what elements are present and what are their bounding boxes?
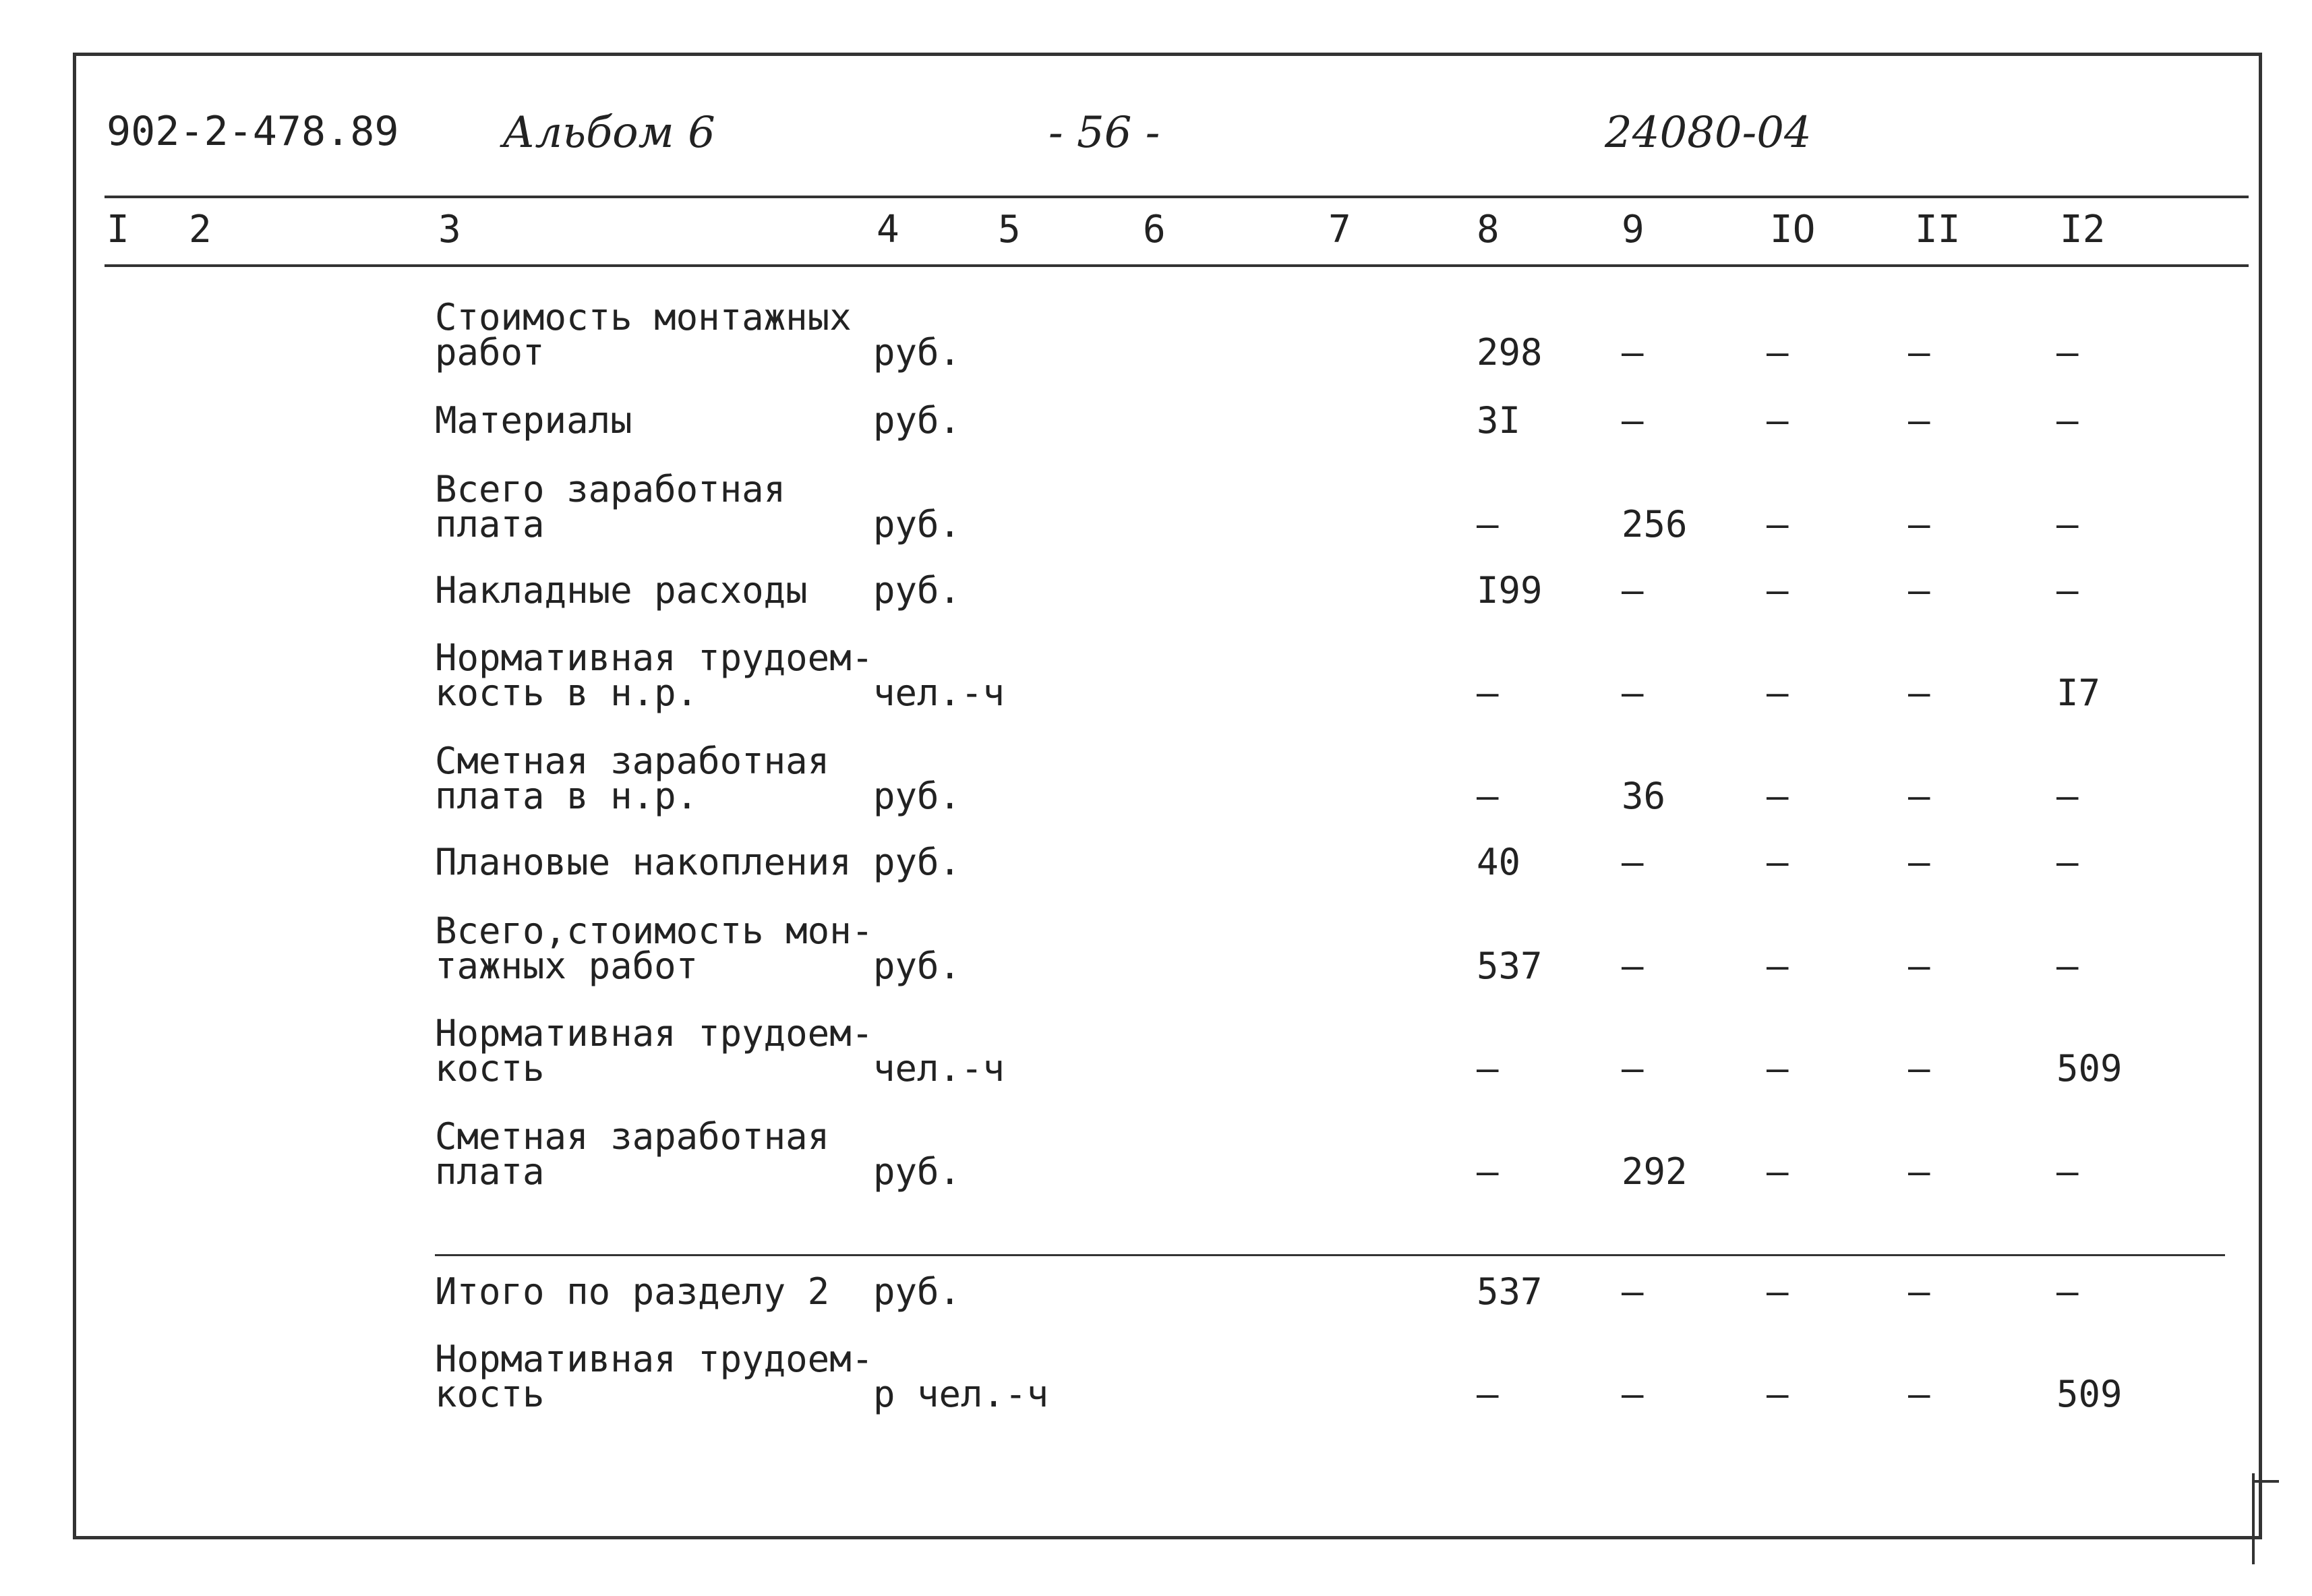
row-label: Стоимость монтажных работ	[435, 296, 852, 374]
row-value-c11: –	[1908, 841, 1930, 883]
row-unit: чел.-ч	[873, 672, 1005, 714]
row-label: Сметная заработная плата в н.р.	[435, 740, 830, 817]
column-number-12: I2	[2060, 208, 2106, 252]
row-unit: руб.	[873, 503, 961, 545]
row-value-c9: –	[1622, 569, 1644, 612]
row-value-c10: –	[1767, 841, 1789, 883]
album-label: Альбом 6	[502, 108, 715, 158]
row-value-c10: –	[1767, 569, 1789, 612]
row-value-c10: –	[1767, 1150, 1789, 1193]
row-value-c8: –	[1477, 672, 1499, 714]
row-value-c8: –	[1477, 1150, 1499, 1193]
row-value-c10: –	[1767, 1373, 1789, 1415]
header-rule-top	[105, 196, 2249, 198]
column-number-11: II	[1915, 208, 1961, 252]
row-value-c12: –	[2056, 945, 2079, 987]
row-value-c8: 537	[1477, 1270, 1543, 1313]
row-value-c9: –	[1622, 945, 1644, 987]
row-value-c10: –	[1767, 775, 1789, 817]
row-unit: руб.	[873, 775, 961, 817]
row-value-c8: –	[1477, 1373, 1499, 1415]
column-number-10: IO	[1770, 208, 1816, 252]
doc-code: 902-2-478.89	[107, 108, 399, 155]
row-value-c8: 3I	[1477, 399, 1521, 442]
row-value-c11: –	[1908, 672, 1930, 714]
frame-edge-mark	[2252, 1473, 2255, 1564]
row-unit: руб.	[873, 841, 961, 883]
row-unit: руб.	[873, 1270, 961, 1313]
row-value-c9: –	[1622, 1373, 1644, 1415]
row-label: Материалы	[435, 399, 632, 442]
column-number-9: 9	[1622, 208, 1644, 252]
row-value-c8: I99	[1477, 569, 1543, 612]
row-value-c10: –	[1767, 1047, 1789, 1090]
column-number-8: 8	[1477, 208, 1500, 252]
row-value-c11: –	[1908, 331, 1930, 374]
row-value-c9: –	[1622, 672, 1644, 714]
row-value-c11: –	[1908, 399, 1930, 442]
column-number-6: 6	[1143, 208, 1166, 252]
row-label: Всего заработная плата	[435, 468, 786, 545]
row-value-c10: –	[1767, 331, 1789, 374]
column-number-1: I	[107, 208, 129, 252]
row-unit: руб.	[873, 1150, 961, 1193]
column-number-2: 2	[189, 208, 212, 252]
row-value-c12: –	[2056, 503, 2079, 545]
row-value-c12: –	[2056, 1150, 2079, 1193]
column-number-5: 5	[998, 208, 1021, 252]
row-value-c12: –	[2056, 841, 2079, 883]
row-value-c9: 256	[1622, 503, 1688, 545]
row-label: Плановые накопления	[435, 841, 852, 883]
row-unit: руб.	[873, 331, 961, 374]
row-label: Нормативная трудоем- кость	[435, 1338, 874, 1415]
row-value-c8: 537	[1477, 945, 1543, 987]
row-unit: чел.-ч	[873, 1047, 1005, 1090]
sheet-code: 24080-04	[1605, 108, 1812, 158]
row-value-c10: –	[1767, 1270, 1789, 1313]
row-value-c12: 509	[2056, 1373, 2123, 1415]
row-value-c8: –	[1477, 1047, 1499, 1090]
row-unit: руб.	[873, 945, 961, 987]
column-number-4: 4	[877, 208, 899, 252]
row-label: Нормативная трудоем- кость	[435, 1012, 874, 1090]
row-value-c11: –	[1908, 1373, 1930, 1415]
row-label: Нормативная трудоем- кость в н.р.	[435, 637, 874, 714]
row-unit: руб.	[873, 569, 961, 612]
row-value-c9: –	[1622, 331, 1644, 374]
header-rule-bottom	[105, 264, 2249, 267]
row-value-c8: –	[1477, 775, 1499, 817]
column-number-3: 3	[438, 208, 461, 252]
frame-edge-mark-horizontal	[2252, 1480, 2279, 1483]
row-unit: р чел.-ч	[873, 1373, 1049, 1415]
row-value-c9: –	[1622, 841, 1644, 883]
row-value-c12: I7	[2056, 672, 2101, 714]
totals-separator	[435, 1254, 2225, 1256]
row-value-c11: –	[1908, 569, 1930, 612]
row-label: Всего,стоимость мон- тажных работ	[435, 910, 874, 987]
row-value-c11: –	[1908, 775, 1930, 817]
row-value-c8: 40	[1477, 841, 1521, 883]
row-value-c11: –	[1908, 945, 1930, 987]
row-value-c10: –	[1767, 945, 1789, 987]
page-frame	[73, 53, 2262, 1539]
row-value-c9: –	[1622, 1047, 1644, 1090]
row-value-c9: 292	[1622, 1150, 1688, 1193]
row-value-c9: 36	[1622, 775, 1666, 817]
row-value-c9: –	[1622, 1270, 1644, 1313]
row-value-c10: –	[1767, 503, 1789, 545]
row-value-c11: –	[1908, 1047, 1930, 1090]
row-value-c12: –	[2056, 775, 2079, 817]
row-label: Сметная заработная плата	[435, 1115, 830, 1193]
page-number: - 56 -	[1048, 108, 1160, 158]
row-value-c12: –	[2056, 399, 2079, 442]
row-value-c12: –	[2056, 569, 2079, 612]
column-number-7: 7	[1328, 208, 1351, 252]
row-value-c11: –	[1908, 1150, 1930, 1193]
row-value-c9: –	[1622, 399, 1644, 442]
row-label: Накладные расходы	[435, 569, 808, 612]
row-label: Итого по разделу 2	[435, 1270, 830, 1313]
row-value-c10: –	[1767, 672, 1789, 714]
row-value-c12: –	[2056, 1270, 2079, 1313]
row-value-c11: –	[1908, 503, 1930, 545]
row-value-c8: –	[1477, 503, 1499, 545]
row-value-c12: –	[2056, 331, 2079, 374]
row-value-c11: –	[1908, 1270, 1930, 1313]
row-value-c10: –	[1767, 399, 1789, 442]
row-value-c12: 509	[2056, 1047, 2123, 1090]
row-value-c8: 298	[1477, 331, 1543, 374]
row-unit: руб.	[873, 399, 961, 442]
